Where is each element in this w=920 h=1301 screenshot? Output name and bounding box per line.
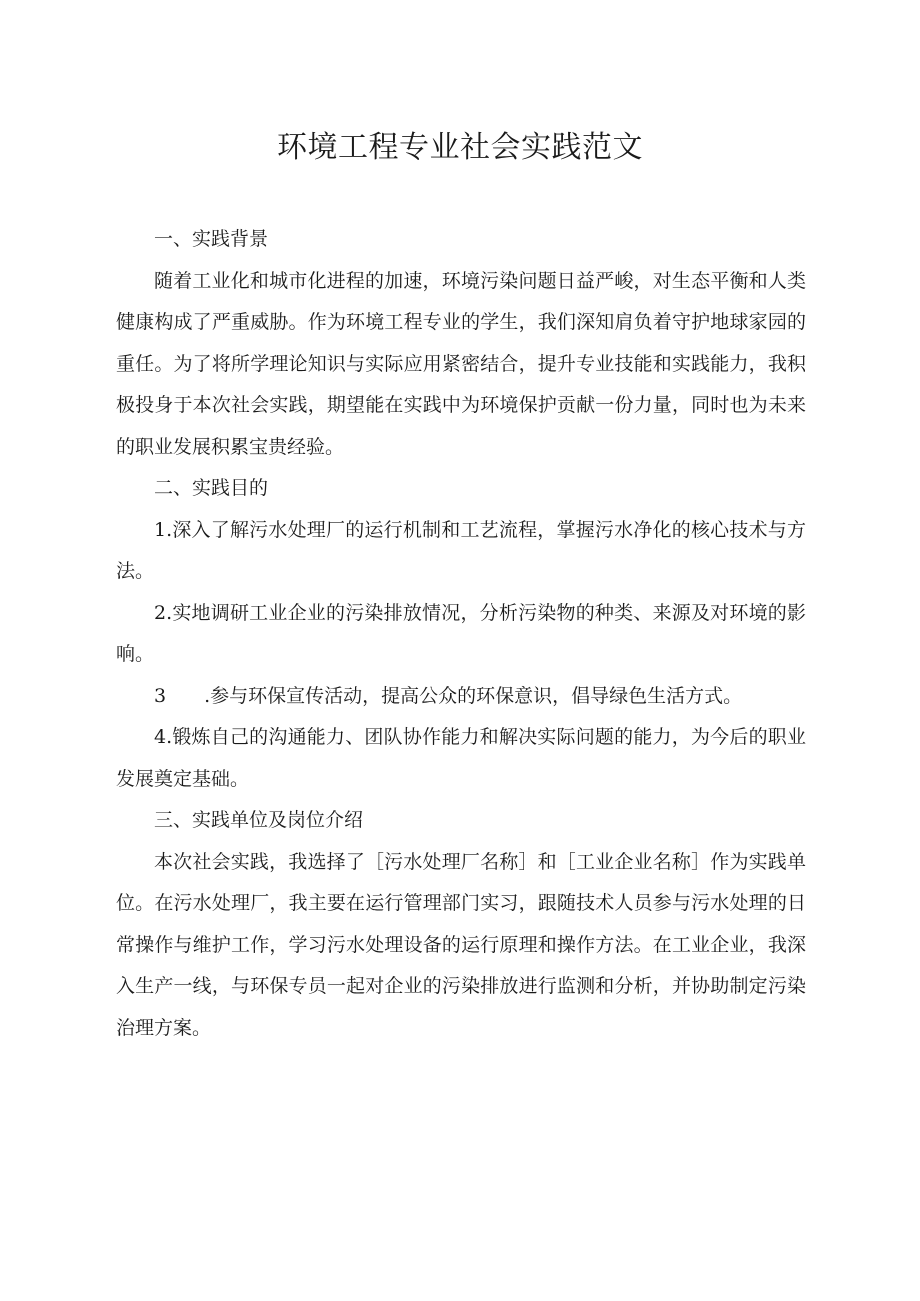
purpose-item-1 — [116, 510, 806, 593]
purpose-item-text: .锻炼自己的沟通能力、团队协作能力和解决实际问题的能力，为今后的职业发展奠定基础。 — [116, 726, 806, 790]
purpose-item-text: .参与环保宣传活动，提高公众的环保意识，倡导绿色生活方式。 — [204, 684, 743, 707]
purpose-item-number: 4 — [154, 726, 167, 748]
purpose-item-text: .实地调研工业企业的污染排放情况，分析污染物的种类、来源及对环境的影响。 — [116, 601, 806, 665]
purpose-item-2 — [116, 593, 806, 676]
purpose-item-4 — [116, 717, 806, 800]
purpose-item-number: 2 — [154, 601, 167, 624]
document-title: 环境工程专业社会实践范文 — [277, 130, 643, 165]
section-heading-background: 一、实践背景 — [154, 228, 269, 250]
purpose-item-number: 1 — [154, 518, 167, 541]
purpose-item-number: 3 — [154, 684, 167, 707]
document-body — [116, 219, 806, 1049]
section-paragraph-unit: 本次社会实践，我选择了［污水处理厂名称］和［工业企业名称］作为实践单位。在污水处理厂，我主要在运行管理部门实习，跟随技术人员参与污水处理的日常操作与维护工作，学习污水处理设备的运行原理和操作方法。在工业企业，我深入生产一线，与环保专员一起对企业的污染排放进行监测和分析，并协助制定污染治理方案。 — [116, 850, 806, 1039]
section-heading-purpose: 二、实践目的 — [154, 477, 269, 499]
purpose-item-text: .深入了解污水处理厂的运行机制和工艺流程，掌握污水净化的核心技术与方法。 — [116, 518, 806, 582]
purpose-item-3 — [116, 676, 806, 718]
section-heading-unit: 三、实践单位及岗位介绍 — [154, 809, 364, 831]
section-paragraph-background: 随着工业化和城市化进程的加速，环境污染问题日益严峻，对生态平衡和人类健康构成了严重威胁。作为环境工程专业的学生，我们深知肩负着守护地球家园的重任。为了将所学理论知识与实际应用紧密结合，提升专业技能和实践能力，我积极投身于本次社会实践，期望能在实践中为环境保护贡献一份力量，同时也为未来的职业发展积累宝贵经验。 — [116, 269, 806, 458]
